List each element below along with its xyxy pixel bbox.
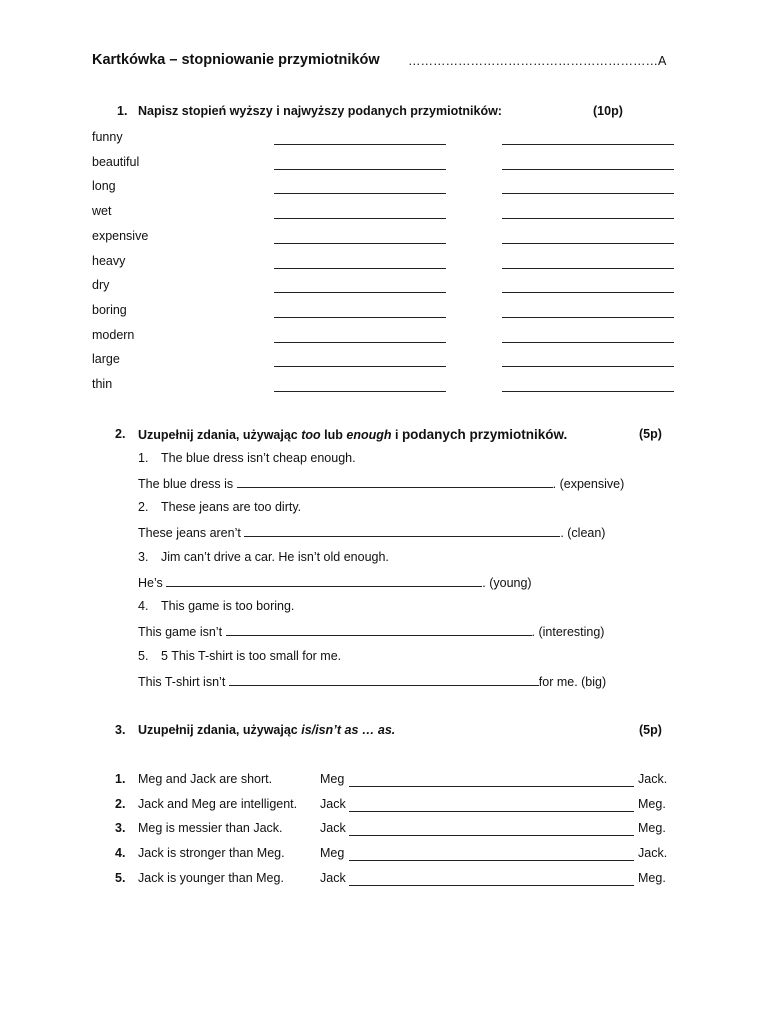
ex2-answer-prefix: The blue dress is: [138, 477, 237, 491]
ex2-answer-suffix: . (interesting): [531, 625, 605, 640]
superlative-answer-line[interactable]: [502, 218, 674, 219]
ex1-instruction: Napisz stopień wyższy i najwyższy podanych przymiotników:: [138, 104, 502, 118]
ex3-answer-end: Meg.: [638, 870, 666, 885]
ex2-answer-prefix: This T-shirt isn’t: [138, 674, 229, 689]
ex2-answer-prefix: These jeans aren’t: [138, 526, 245, 541]
ex3-given-sentence: Jack is stronger than Meg.: [138, 846, 285, 861]
superlative-answer-line[interactable]: [502, 243, 674, 244]
ex2-given-sentence: 5 This T-shirt is too small for me.: [161, 648, 342, 663]
ex2-instruction-a: Uzupełnij zdania, używając: [138, 428, 302, 442]
ex2-item-number: 5.: [138, 648, 149, 663]
adjective-label: thin: [92, 377, 113, 391]
comparative-answer-line[interactable]: [274, 193, 446, 194]
ex3-item-number: 2.: [115, 796, 126, 811]
ex3-item-number: 4.: [115, 846, 126, 861]
superlative-answer-line[interactable]: [502, 342, 674, 343]
ex3-instruction-b: is/isn’t as … as.: [301, 723, 396, 737]
ex2-answer-suffix: . (expensive): [552, 477, 625, 491]
ex3-answer-line[interactable]: [349, 835, 634, 836]
comparative-answer-line[interactable]: [274, 292, 446, 293]
comparative-answer-line[interactable]: [274, 243, 446, 244]
ex3-answer-line[interactable]: [349, 860, 634, 861]
adjective-label: wet: [92, 204, 112, 219]
ex1-number: 1.: [117, 104, 128, 118]
ex1-points: (10p): [593, 104, 623, 118]
ex2-answer-suffix: for me. (big): [538, 674, 607, 689]
comparative-answer-line[interactable]: [274, 366, 446, 367]
name-line-dots: ……………………………………………………A: [408, 54, 667, 68]
superlative-answer-line[interactable]: [502, 169, 674, 170]
adjective-label: funny: [92, 130, 123, 144]
superlative-answer-line[interactable]: [502, 144, 674, 145]
ex2-given-sentence: Jim can’t drive a car. He isn’t old enough.: [161, 549, 389, 564]
ex3-answer-start: Jack: [320, 870, 346, 885]
comparative-answer-line[interactable]: [274, 317, 446, 318]
adjective-label: dry: [92, 278, 110, 293]
ex2-enough: enough: [346, 428, 392, 442]
ex3-answer-end: Meg.: [638, 796, 666, 811]
ex2-answer-prefix: This game isn’t: [138, 625, 226, 640]
ex2-answer-prefix: He’s: [138, 575, 167, 590]
ex2-item-number: 4.: [138, 599, 149, 614]
ex2-number: 2.: [115, 427, 126, 441]
ex2-answer-line[interactable]: [229, 674, 539, 686]
comparative-answer-line[interactable]: [274, 144, 446, 145]
superlative-answer-line[interactable]: [502, 268, 674, 269]
ex2-item-number: 3.: [138, 549, 149, 564]
comparative-answer-line[interactable]: [274, 169, 446, 170]
adjective-label: modern: [92, 327, 135, 342]
ex3-answer-end: Jack.: [638, 846, 668, 861]
ex3-instruction-a: Uzupełnij zdania, używając: [138, 723, 302, 737]
ex3-given-sentence: Meg and Jack are short.: [138, 772, 273, 786]
ex2-answer-row: [138, 624, 604, 639]
ex3-item-number: 3.: [115, 821, 126, 836]
ex3-given-sentence: Jack and Meg are intelligent.: [138, 796, 298, 811]
ex2-instruction-b: i: [391, 428, 402, 442]
adjective-label: boring: [92, 302, 127, 317]
ex2-given-sentence: This game is too boring.: [161, 599, 295, 614]
adjective-label: long: [92, 179, 116, 194]
ex3-given-sentence: Meg is messier than Jack.: [138, 821, 283, 836]
ex3-answer-end: Meg.: [638, 821, 666, 836]
ex3-item-number: 1.: [115, 772, 126, 786]
ex3-number: 3.: [115, 723, 126, 737]
ex2-answer-row: [138, 476, 624, 491]
ex3-given-sentence: Jack is younger than Meg.: [138, 870, 284, 885]
ex3-answer-start: Meg: [320, 846, 345, 861]
superlative-answer-line[interactable]: [502, 193, 674, 194]
ex2-given-sentence: These jeans are too dirty.: [161, 500, 302, 515]
superlative-answer-line[interactable]: [502, 292, 674, 293]
ex2-item-number: 1.: [138, 451, 149, 465]
ex2-instruction-c: podanych przymiotników.: [401, 427, 568, 442]
adjective-label: large: [92, 352, 120, 367]
comparative-answer-line[interactable]: [274, 391, 446, 392]
ex2-instruction: [138, 427, 567, 442]
comparative-answer-line[interactable]: [274, 218, 446, 219]
ex2-given-sentence: The blue dress isn’t cheap enough.: [161, 451, 356, 465]
ex3-item-number: 5.: [115, 870, 126, 885]
ex3-answer-line[interactable]: [349, 786, 634, 787]
adjective-label: beautiful: [92, 154, 140, 169]
ex2-answer-row: [138, 674, 606, 689]
superlative-answer-line[interactable]: [502, 366, 674, 367]
ex3-points: (5p): [639, 723, 662, 737]
adjective-label: expensive: [92, 228, 149, 243]
comparative-answer-line[interactable]: [274, 268, 446, 269]
superlative-answer-line[interactable]: [502, 391, 674, 392]
adjective-label: heavy: [92, 253, 126, 268]
ex2-answer-row: [138, 525, 605, 540]
ex2-answer-suffix: . (clean): [560, 526, 606, 541]
ex2-answer-line[interactable]: [226, 624, 532, 636]
ex3-answer-line[interactable]: [349, 811, 634, 812]
ex2-answer-suffix: . (young): [482, 575, 532, 590]
ex3-answer-line[interactable]: [349, 885, 634, 886]
ex2-answer-line[interactable]: [244, 525, 560, 537]
superlative-answer-line[interactable]: [502, 317, 674, 318]
ex2-answer-line[interactable]: [166, 575, 482, 587]
ex2-too: too: [301, 428, 321, 442]
ex2-answer-line[interactable]: [237, 476, 553, 488]
worksheet-title: Kartkówka – stopniowanie przymiotników: [92, 52, 380, 68]
comparative-answer-line[interactable]: [274, 342, 446, 343]
ex3-instruction: [138, 723, 395, 737]
ex2-item-number: 2.: [138, 500, 149, 515]
ex2-answer-row: [138, 575, 532, 590]
ex3-answer-start: Jack: [320, 821, 346, 836]
ex3-answer-start: Jack: [320, 796, 346, 811]
ex2-points: (5p): [639, 427, 662, 441]
ex3-answer-start: Meg: [320, 772, 345, 786]
ex3-answer-end: Jack.: [638, 772, 668, 786]
ex2-lub: lub: [320, 428, 347, 442]
